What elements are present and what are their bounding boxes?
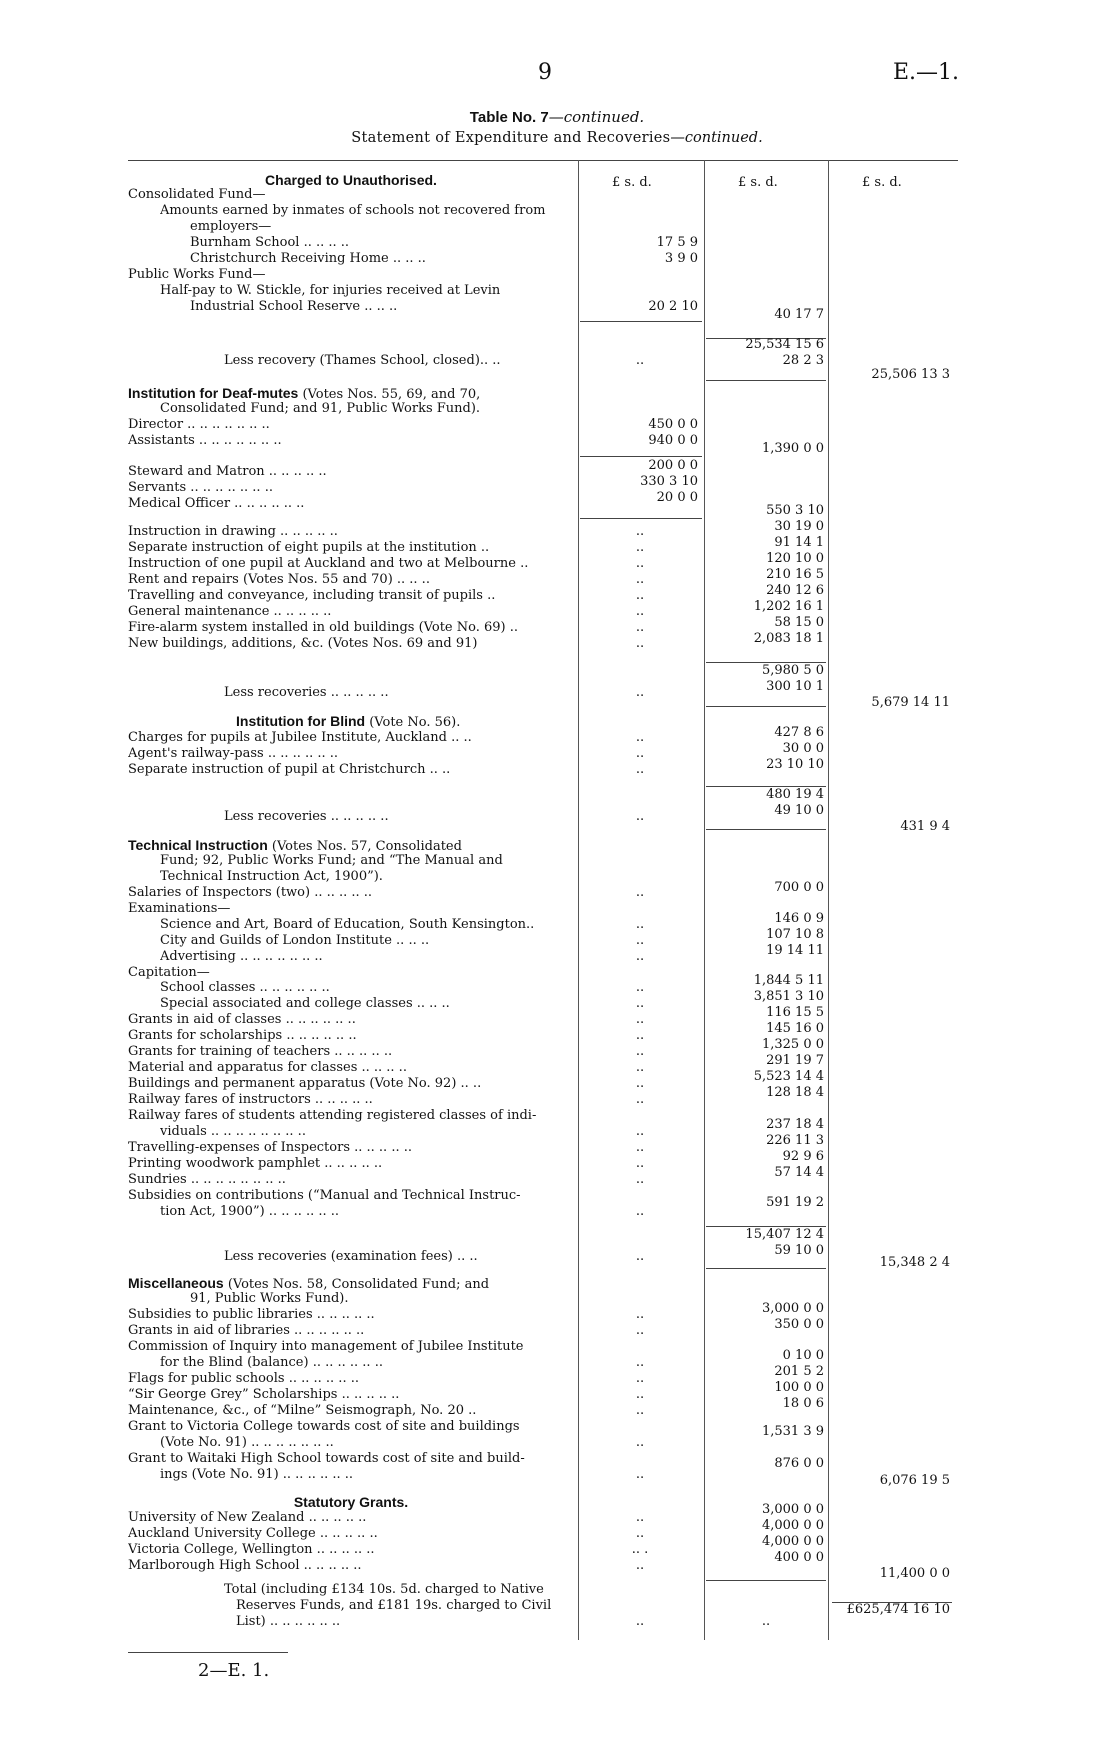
row-description: New buildings, additions, &c. (Votes Nos. 69 and 91) — [128, 636, 478, 651]
currency-header-1: £ s. d. — [612, 175, 652, 190]
amount-c2: 350 0 0 — [774, 1317, 824, 1332]
amount-c1: .. — [635, 746, 645, 761]
amount-c2: 240 12 6 — [766, 583, 824, 598]
amount-c2: 15,407 12 4 — [745, 1227, 824, 1242]
amount-c1: .. — [635, 1403, 645, 1418]
amount-c2: 1,844 5 11 — [753, 973, 824, 988]
row-description: Sundries .. .. .. .. .. .. .. .. — [128, 1172, 286, 1187]
amount-c1: 20 2 10 — [648, 299, 698, 314]
row-description: Marlborough High School .. .. .. .. .. — [128, 1558, 362, 1573]
amount-c1: .. — [635, 730, 645, 745]
amount-c2: 1,202 16 1 — [753, 599, 824, 614]
row-description: 91, Public Works Fund). — [190, 1291, 349, 1306]
row-description: Burnham School .. .. .. .. — [190, 235, 350, 250]
row-description: Printing woodwork pamphlet .. .. .. .. .. — [128, 1156, 383, 1171]
row-description: University of New Zealand .. .. .. .. .. — [128, 1510, 367, 1525]
row-description: “Sir George Grey” Scholarships .. .. .. .. .. — [128, 1387, 400, 1402]
amount-c1: .. — [635, 1204, 645, 1219]
row-description: Grant to Victoria College towards cost of site and buildings — [128, 1419, 520, 1434]
table-row — [0, 187, 1114, 203]
amount-c2: 237 18 4 — [766, 1117, 824, 1132]
amount-c1: .. — [635, 556, 645, 571]
row-description: Total (including £134 10s. 5d. charged to Native — [224, 1582, 544, 1597]
amount-c2: 226 11 3 — [766, 1133, 824, 1148]
amount-c1: .. — [635, 762, 645, 777]
table-row — [0, 503, 1114, 519]
table-title-main: Table No. 7 — [469, 109, 549, 126]
row-description: Less recoveries .. .. .. .. .. — [224, 809, 389, 824]
row-description: ings (Vote No. 91) .. .. .. .. .. .. — [160, 1467, 354, 1482]
table-row — [0, 219, 1114, 235]
row-description: Commission of Inquiry into management of Jubilee Institute — [128, 1339, 524, 1354]
row-description: Separate instruction of eight pupils at the institution .. — [128, 540, 490, 555]
table-row — [0, 1602, 1114, 1618]
row-description: Less recoveries .. .. .. .. .. — [224, 685, 389, 700]
row-description: Consolidated Fund; and 91, Public Works Fund). — [160, 401, 481, 416]
row-description: Subsidies on contributions (“Manual and Technical Instruc- — [128, 1188, 521, 1203]
amount-c1: .. — [635, 809, 645, 824]
amount-c1: .. — [635, 1371, 645, 1386]
amount-c1: .. — [635, 1172, 645, 1187]
amount-c2: 146 0 9 — [774, 911, 824, 926]
amount-c2: 128 18 4 — [766, 1085, 824, 1100]
table-row — [0, 1255, 1114, 1271]
row-description: Statutory Grants. — [293, 1494, 409, 1510]
amount-c2: 3,851 3 10 — [753, 989, 824, 1004]
row-description: Material and apparatus for classes .. .. .. .. — [128, 1060, 407, 1075]
amount-c1: .. — [635, 685, 645, 700]
amount-c1: .. — [635, 1140, 645, 1155]
section-heading: Institution for Blind — [236, 713, 366, 729]
row-description: Instruction in drawing .. .. .. .. .. — [128, 524, 338, 539]
table-row — [0, 1403, 1114, 1419]
amount-c2: 427 8 6 — [774, 725, 824, 740]
amount-c2: 49 10 0 — [774, 803, 824, 818]
amount-c2: 5,980 5 0 — [761, 663, 824, 678]
amount-c1: .. — [635, 1510, 645, 1525]
row-description: Advertising .. .. .. .. .. .. .. — [160, 949, 323, 964]
amount-c2: 19 14 11 — [766, 943, 824, 958]
amount-c1: 450 0 0 — [648, 417, 698, 432]
table-row — [0, 695, 1114, 711]
amount-c1: .. — [635, 1323, 645, 1338]
table-row — [0, 337, 1114, 353]
table-row — [0, 819, 1114, 835]
amount-c2: 59 10 0 — [774, 1243, 824, 1258]
amount-c1: .. — [635, 1044, 645, 1059]
amount-c2: 3,000 0 0 — [761, 1502, 824, 1517]
footer-code: 2—E. 1. — [198, 1660, 270, 1681]
table-row — [0, 203, 1114, 219]
amount-c3: 15,348 2 4 — [879, 1255, 950, 1270]
row-description: Grants for scholarships .. .. .. .. .. .. — [128, 1028, 357, 1043]
row-description: Special associated and college classes .. .. .. — [160, 996, 450, 1011]
row-description: Buildings and permanent apparatus (Vote No. 92) .. .. — [128, 1076, 482, 1091]
amount-c2: 1,531 3 9 — [761, 1424, 824, 1439]
amount-c1: 3 9 0 — [664, 251, 698, 266]
row-description: Fund; 92, Public Works Fund; and “The Manual and — [160, 853, 503, 868]
amount-c3: £625,474 16 10 — [846, 1602, 950, 1617]
amount-c2: 210 16 5 — [766, 567, 824, 582]
table-row — [0, 1435, 1114, 1451]
row-description: Grants in aid of classes .. .. .. .. .. .. — [128, 1012, 356, 1027]
amount-c1: 20 0 0 — [656, 490, 698, 505]
amount-c3: 431 9 4 — [900, 819, 950, 834]
table-row — [0, 949, 1114, 965]
amount-c2: 3,000 0 0 — [761, 1301, 824, 1316]
table-row — [0, 1473, 1114, 1489]
currency-header-2: £ s. d. — [738, 175, 778, 190]
amount-c2: 120 10 0 — [766, 551, 824, 566]
table-row — [0, 663, 1114, 679]
section-heading-note: (Votes Nos. 58, Consolidated Fund; and — [223, 1277, 490, 1292]
table-row — [0, 267, 1114, 283]
row-description: Consolidated Fund— — [128, 187, 266, 202]
amount-c1: .. — [635, 1124, 645, 1139]
row-description: Agent's railway-pass .. .. .. .. .. .. — [128, 746, 339, 761]
row-description: Railway fares of students attending registered classes of indi- — [128, 1108, 537, 1123]
section-heading: Institution for Deaf-mutes — [128, 385, 299, 401]
currency-header-3: £ s. d. — [862, 175, 902, 190]
row-description: Capitation— — [128, 965, 210, 980]
row-description: Flags for public schools .. .. .. .. .. .. — [128, 1371, 359, 1386]
row-description: Subsidies to public libraries .. .. .. .. .. — [128, 1307, 375, 1322]
amount-c1: .. — [635, 1012, 645, 1027]
row-description: Travelling and conveyance, including transit of pupils .. — [128, 588, 496, 603]
row-description: Salaries of Inspectors (two) .. .. .. .. .. — [128, 885, 373, 900]
section-heading-note: (Votes Nos. 55, 69, and 70, — [298, 387, 481, 402]
row-description: Steward and Matron .. .. .. .. .. — [128, 464, 327, 479]
row-description: Grant to Waitaki High School towards cost of site and build- — [128, 1451, 525, 1466]
amount-c1: .. — [635, 1249, 645, 1264]
section-heading-note: (Votes Nos. 57, Consolidated — [267, 839, 462, 854]
amount-c2: 145 16 0 — [766, 1021, 824, 1036]
amount-c1: .. — [635, 353, 645, 368]
amount-c2: 107 10 8 — [766, 927, 824, 942]
amount-c2: 40 17 7 — [774, 307, 824, 322]
amount-c1: .. — [635, 604, 645, 619]
amount-c1: 940 0 0 — [648, 433, 698, 448]
row-description: Grants for training of teachers .. .. .. .. .. — [128, 1044, 393, 1059]
row-description: Instruction of one pupil at Auckland and two at Melbourne .. — [128, 556, 529, 571]
row-description: Railway fares of instructors .. .. .. .. .. — [128, 1092, 373, 1107]
table-row — [0, 367, 1114, 383]
row-description: Less recoveries (examination fees) .. .. — [224, 1249, 478, 1264]
amount-c1: 200 0 0 — [648, 458, 698, 473]
row-description: Technical Instruction Act, 1900”). — [160, 869, 383, 884]
amount-c2: 400 0 0 — [774, 1550, 824, 1565]
amount-c2: 1,325 0 0 — [761, 1037, 824, 1052]
amount-c1: .. — [635, 1028, 645, 1043]
amount-c1: .. — [635, 1467, 645, 1482]
amount-c1: .. — [635, 980, 645, 995]
amount-c2: 876 0 0 — [774, 1456, 824, 1471]
amount-c2: 57 14 4 — [774, 1165, 824, 1180]
row-description: Reserves Funds, and £181 19s. charged to Civil — [236, 1598, 552, 1613]
amount-c1: .. — [635, 996, 645, 1011]
amount-c2: 291 19 7 — [766, 1053, 824, 1068]
amount-c1: .. — [635, 588, 645, 603]
table-row — [0, 1227, 1114, 1243]
amount-c3: 5,679 14 11 — [871, 695, 950, 710]
row-description: employers— — [190, 219, 272, 234]
table-row — [0, 283, 1114, 299]
amount-c2: 92 9 6 — [782, 1149, 824, 1164]
row-description: tion Act, 1900”) .. .. .. .. .. .. — [160, 1204, 340, 1219]
table-row — [0, 636, 1114, 652]
amount-c2: 91 14 1 — [774, 535, 824, 550]
amount-c2: 30 0 0 — [782, 741, 824, 756]
table-row — [0, 1582, 1114, 1598]
amount-c2: 700 0 0 — [774, 880, 824, 895]
amount-c1: 330 3 10 — [640, 474, 698, 489]
amount-c2: 5,523 14 4 — [753, 1069, 824, 1084]
table-row — [0, 441, 1114, 457]
row-description: Fire-alarm system installed in old buildings (Vote No. 69) .. — [128, 620, 518, 635]
amount-c2: 300 10 1 — [766, 679, 824, 694]
document-code: E.—1. — [893, 60, 960, 85]
amount-c1: .. — [635, 949, 645, 964]
row-description: Examinations— — [128, 901, 231, 916]
row-description: Grants in aid of libraries .. .. .. .. .. .. — [128, 1323, 365, 1338]
table-row — [0, 307, 1114, 323]
amount-c3: 11,400 0 0 — [879, 1566, 950, 1581]
amount-c1: .. — [635, 572, 645, 587]
subtitle-continued: —continued. — [670, 130, 763, 146]
row-description: List) .. .. .. .. .. .. — [236, 1614, 341, 1629]
amount-c1: .. — [635, 540, 645, 555]
row-description: Rent and repairs (Votes Nos. 55 and 70) .. .. .. — [128, 572, 430, 587]
amount-c1: .. — [635, 524, 645, 539]
amount-c2: 23 10 10 — [766, 757, 824, 772]
table-row — [0, 762, 1114, 778]
row-description: Assistants .. .. .. .. .. .. .. — [128, 433, 282, 448]
amount-c2: 30 19 0 — [774, 519, 824, 534]
table-row — [0, 401, 1114, 417]
table-row — [0, 385, 1114, 401]
table-row — [0, 235, 1114, 251]
row-description: General maintenance .. .. .. .. .. — [128, 604, 332, 619]
table-row — [0, 1204, 1114, 1220]
table-title-continued: —continued. — [548, 108, 645, 126]
amount-c2: 1,390 0 0 — [761, 441, 824, 456]
row-description: School classes .. .. .. .. .. .. — [160, 980, 330, 995]
amount-c2: 28 2 3 — [782, 353, 824, 368]
amount-c1: .. — [635, 1526, 645, 1541]
subtitle-main: Statement of Expenditure and Recoveries — [351, 130, 671, 146]
amount-c2: 4,000 0 0 — [761, 1534, 824, 1549]
amount-c1: .. — [635, 1355, 645, 1370]
amount-c2: 0 10 0 — [782, 1348, 824, 1363]
amount-c2: 100 0 0 — [774, 1380, 824, 1395]
table-row — [0, 1323, 1114, 1339]
row-description: Maintenance, &c., of “Milne” Seismograph, No. 20 .. — [128, 1403, 477, 1418]
amount-c2: 2,083 18 1 — [753, 631, 824, 646]
amount-c1: .. — [635, 933, 645, 948]
table-row — [0, 172, 1114, 188]
table-row — [0, 417, 1114, 433]
amount-c1: 17 5 9 — [656, 235, 698, 250]
row-description: Travelling-expenses of Inspectors .. .. .. .. .. — [128, 1140, 412, 1155]
table-row — [0, 1092, 1114, 1108]
amount-c2: 25,534 15 6 — [745, 337, 824, 352]
table-row — [0, 885, 1114, 901]
row-description: for the Blind (balance) .. .. .. .. .. .. — [160, 1355, 383, 1370]
row-description: Medical Officer .. .. .. .. .. .. — [128, 496, 305, 511]
row-description: City and Guilds of London Institute .. .. .. — [160, 933, 430, 948]
amount-c2: 58 15 0 — [774, 615, 824, 630]
table-row — [0, 1275, 1114, 1291]
amount-c3: 25,506 13 3 — [871, 367, 950, 382]
amount-c1: .. . — [631, 1542, 649, 1557]
row-description: Christchurch Receiving Home .. .. .. — [190, 251, 426, 266]
amount-c1: .. — [635, 636, 645, 651]
amount-c2: 591 19 2 — [766, 1195, 824, 1210]
amount-c2: 550 3 10 — [766, 503, 824, 518]
row-description: Half-pay to W. Stickle, for injuries received at Levin — [160, 283, 501, 298]
row-description: Servants .. .. .. .. .. .. .. — [128, 480, 273, 495]
amount-c2: 116 15 5 — [766, 1005, 824, 1020]
amount-c2: .. — [761, 1614, 771, 1629]
row-description: Amounts earned by inmates of schools not recovered from — [160, 203, 546, 218]
amount-c1: .. — [635, 1435, 645, 1450]
amount-c2: 201 5 2 — [774, 1364, 824, 1379]
amount-c2: 18 0 6 — [782, 1396, 824, 1411]
table-row — [0, 853, 1114, 869]
row-description: Science and Art, Board of Education, South Kensington.. — [160, 917, 535, 932]
amount-c1: .. — [635, 1558, 645, 1573]
row-description: Less recovery (Thames School, closed).. .. — [224, 353, 501, 368]
section-heading-note: (Vote No. 56). — [365, 715, 461, 730]
amount-c2: 480 19 4 — [766, 787, 824, 802]
row-description: viduals .. .. .. .. .. .. .. .. — [160, 1124, 306, 1139]
amount-c1: .. — [635, 1156, 645, 1171]
row-description: Public Works Fund— — [128, 267, 266, 282]
row-description: Separate instruction of pupil at Christchurch .. .. — [128, 762, 451, 777]
row-description: Charges for pupils at Jubilee Institute, Auckland .. .. — [128, 730, 472, 745]
amount-c1: .. — [635, 620, 645, 635]
amount-c1: .. — [635, 1614, 645, 1629]
row-description: Director .. .. .. .. .. .. .. — [128, 417, 270, 432]
page-number: 9 — [538, 60, 552, 85]
amount-c1: .. — [635, 885, 645, 900]
row-description: Charged to Unauthorised. — [265, 172, 437, 188]
row-description: (Vote No. 91) .. .. .. .. .. .. .. — [160, 1435, 334, 1450]
row-description: Industrial School Reserve .. .. .. — [190, 299, 398, 314]
amount-c1: .. — [635, 1076, 645, 1091]
table-row — [0, 837, 1114, 853]
row-description: Auckland University College .. .. .. .. .. — [128, 1526, 378, 1541]
amount-c1: .. — [635, 1387, 645, 1402]
section-heading: Technical Instruction — [128, 837, 268, 853]
table-row — [0, 1566, 1114, 1582]
table-row — [0, 251, 1114, 267]
amount-c3: 6,076 19 5 — [879, 1473, 950, 1488]
table-row — [0, 787, 1114, 803]
section-heading: Miscellaneous — [128, 1275, 224, 1291]
amount-c1: .. — [635, 1307, 645, 1322]
amount-c1: .. — [635, 1060, 645, 1075]
amount-c2: 4,000 0 0 — [761, 1518, 824, 1533]
amount-c1: .. — [635, 1092, 645, 1107]
amount-c1: .. — [635, 917, 645, 932]
row-description: Victoria College, Wellington .. .. .. .. .. — [128, 1542, 375, 1557]
table-row — [0, 1172, 1114, 1188]
